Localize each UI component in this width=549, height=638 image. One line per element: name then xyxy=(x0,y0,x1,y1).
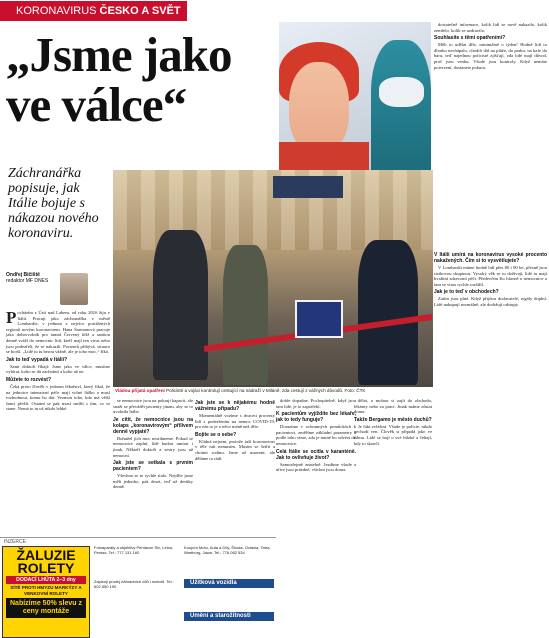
question: Jak jste se setkala s prvním pacientem? xyxy=(113,460,193,473)
question: Souhlasíte s těmi opatřeními? xyxy=(434,35,506,42)
question: Je cítit, že nemocnice jsou na kolaps „koronavirovým“ přílivem denně vypjaté? xyxy=(113,416,193,435)
paragraph: dostatečně informace, kolik lidí se nově nakazilo, kolik zemřelo, kolik se uzdravilo. xyxy=(434,22,547,33)
author-byline xyxy=(6,272,110,284)
rubric-section: ČESKO A SVĚT xyxy=(99,5,181,17)
question: V Itálii umírá na koronavirus vysoké procento nakažených. Čím si to vysvětlujete? xyxy=(434,252,547,264)
answer: Zatím jsou plné. Když přijdou dodavatelé, regály doplní. Lidé nakupují normálně, ale dodržují odstupy. xyxy=(434,296,547,307)
answer: Bohužel jich moc nestihneme. Pokud se nemocnice zaplní, lidé budou umírat i jinak. Někteří doktoři a sestry jsou už nemocní. xyxy=(113,435,193,458)
answer: Samí doktoři říkají: Jsme jako ve válce, musíme vybírat, koho se dá zachránit a koho už ne. xyxy=(6,363,110,375)
classified-ad: Zapisuji prodej náhradních dílů i motorů. Tel.: 602 850 190 xyxy=(94,579,174,589)
question: Jak je to teď v obchodech? xyxy=(434,289,499,296)
caption-text: Policisté a vojáci kontrolují cestující na nádraží v Miláně, zda cestují z vážných důvodů. xyxy=(166,388,344,393)
right-column-top xyxy=(434,22,547,71)
column-1 xyxy=(6,310,110,413)
question: Jak jste se k nějakému hodně vážnému případu? xyxy=(195,400,275,412)
section-rubric xyxy=(0,1,187,21)
ad-category-art: Umění a starožitnosti xyxy=(184,612,274,621)
intro-text: ocházím z Ústí nad Labem, od roku 2016 žiju v Itálii. Pracuji jako záchranářka v městě Lombardie, v jednom z nejvíce postižených regionů novým koronavirem. Hana Šarmanová pracuje jako dobrovolník pro tamní Červený kříž a sanitou denně sváží do nemocnic lidi, kteří mají ten virus nebo jsou podezřelí, že se nakazili. Pacientů přibývá, situace se horší. „Lidé to tu berou vážně, ale je toho moc,“ říká. xyxy=(6,310,110,355)
question: K pacientům vyjíždíte bez lékaře, jak to tedy funguje? xyxy=(276,411,356,424)
answer: Měli to udělat dřív, minimálně o týden! Hodně lidí to dlouho nechápalo, chodili dál na pláže, do parku, na kafe do baru, teď najednou policisté zjišťují, zda lidé mají důvod, proč jsou venku. Všude jsou kontroly. Když nemáte potvrzení, dostanete pokutu. xyxy=(434,42,547,70)
ad-delivery: DODACÍ LHŮTA 2–3 dny xyxy=(6,576,86,584)
column-2 xyxy=(113,398,193,491)
paragraph: se nemocnice jsou na pokraji kapacit, ale snaží se převádět pacienty jinam, aby se to uvolnila Itálie. xyxy=(113,398,193,415)
lead-text: Záchranářka popisuje, jak Itálie bojuje s nákazou nového koronaviru. xyxy=(8,166,99,241)
classified-ad: Fotoaparáty a objektivy Pentacon Six, Leica, Pentax. Tel.: 777 131 160 xyxy=(94,545,173,555)
answer: Momentálně vozíme s dvaceti procenty lidí s podezřením na nemoc COVID-19, pro nás to je o něco méně než dřív. xyxy=(195,413,275,430)
photo-credit: Foto: ČTK xyxy=(344,388,366,393)
ads-section xyxy=(0,537,276,638)
headline: „Jsme jako ve válce“ xyxy=(6,27,232,132)
ad-products: SÍTĚ PROTI HMYZU MARKÝZY A VENKOVNÍ ROLETY xyxy=(10,585,82,596)
answer: Všechno se to rychle stalo. Nejdřív jsme měli jednoho, pak deset, teď už desítky denně. xyxy=(113,473,193,490)
dropcap: P xyxy=(6,308,17,327)
column-3 xyxy=(195,398,275,462)
question: Bojíte se o sebe? xyxy=(195,431,237,438)
photo-paramedic xyxy=(279,22,431,170)
paragraph: dělat, a mohou si zajít do obchodu, lékárny nebo za prací. Jinak máme zůstat doma. xyxy=(354,398,432,415)
question: Celá Itálie se ocitla v karanténě. Jak to ovlivňuje život? xyxy=(276,448,356,461)
author-role: redaktor MF DNES xyxy=(6,278,49,284)
right-column-lower xyxy=(434,250,547,309)
author-photo xyxy=(60,273,88,305)
answer: Samozřejmě znatelně. Jezdíme všude a ulice jsou prázdné, všichni jsou doma. xyxy=(276,461,356,473)
question: Jak to teď vypadá v Itálii? xyxy=(6,356,68,363)
photo-caption xyxy=(115,388,433,394)
answer: V Lombardii máme hodně lidí přes 80 i 90 let, přesně jsou rizikovou skupinou. Vysoký věk se tu dožívají, lidé tu mají kvalitní zdravotní péči. Předevčím šlo hlavně o nemocnice a tam se virus rychle rozšířil. xyxy=(434,265,547,287)
section-header xyxy=(0,0,549,22)
author-name: Ondřej Bičiště xyxy=(6,272,40,278)
caption-label: Vládou přijatá opatření xyxy=(115,388,165,393)
question: Takže Bergamo je město duchů? xyxy=(354,416,432,423)
ad-discount: Nabízíme 50% slevu z ceny montáže xyxy=(6,598,86,618)
answer: Čeká proto člověk v jednom lékařství, který říkal, že na jednotce intenzivní péče mají volné lůžko a musí rozhodnout, komu ho dát. Vezmou toho, kdo má větší šanci přežít. Ostatní se pak musí smířit s tím, co se stane. Nemá to tu už nikdo lehké. xyxy=(6,383,110,412)
column-4 xyxy=(276,398,356,474)
answer: Klidná nejsem, protože tuší koronavirus v těle mít nemusím. Musím se šetřit a chránit rodinu. Jsme už unavení, ale děláme to rádi. xyxy=(195,438,275,461)
ad-category-used-vehicles: Užitková vozidla xyxy=(184,579,274,588)
ad-title: ŽALUZIE ROLETY xyxy=(16,547,76,576)
answer: Je fakt zvláštní. Všude je policie, nikdo nechodí ven. Člověk si připadá jako ve filmu. Lidé se bojí o své blízké a čekají, kdy to skončí. xyxy=(354,423,432,446)
ads-label: INZERCE xyxy=(4,539,26,545)
answer: Dorazíme v ochranných pomůckách k pacientovi, změříme základní parametry a podle toho víme, zda je nutné ho odvézt do nemocnice. xyxy=(276,424,356,446)
rubric-topic: KORONAVIRUS xyxy=(16,5,97,17)
ad-blinds[interactable] xyxy=(2,546,90,638)
classified-ad: Koupím Moto, Auta a Díly, Škoda, Octavia, Tatra, Wartburg, Jawa. Tel.: 776 082 534 xyxy=(184,545,271,555)
photo-train-station xyxy=(113,170,433,387)
paragraph: dobře dopadne. Pochopitelně, když jsou tam lidé, je to zapotřebí. xyxy=(276,398,356,409)
question: Můžete to rozvést? xyxy=(6,376,52,383)
column-5 xyxy=(354,398,432,447)
